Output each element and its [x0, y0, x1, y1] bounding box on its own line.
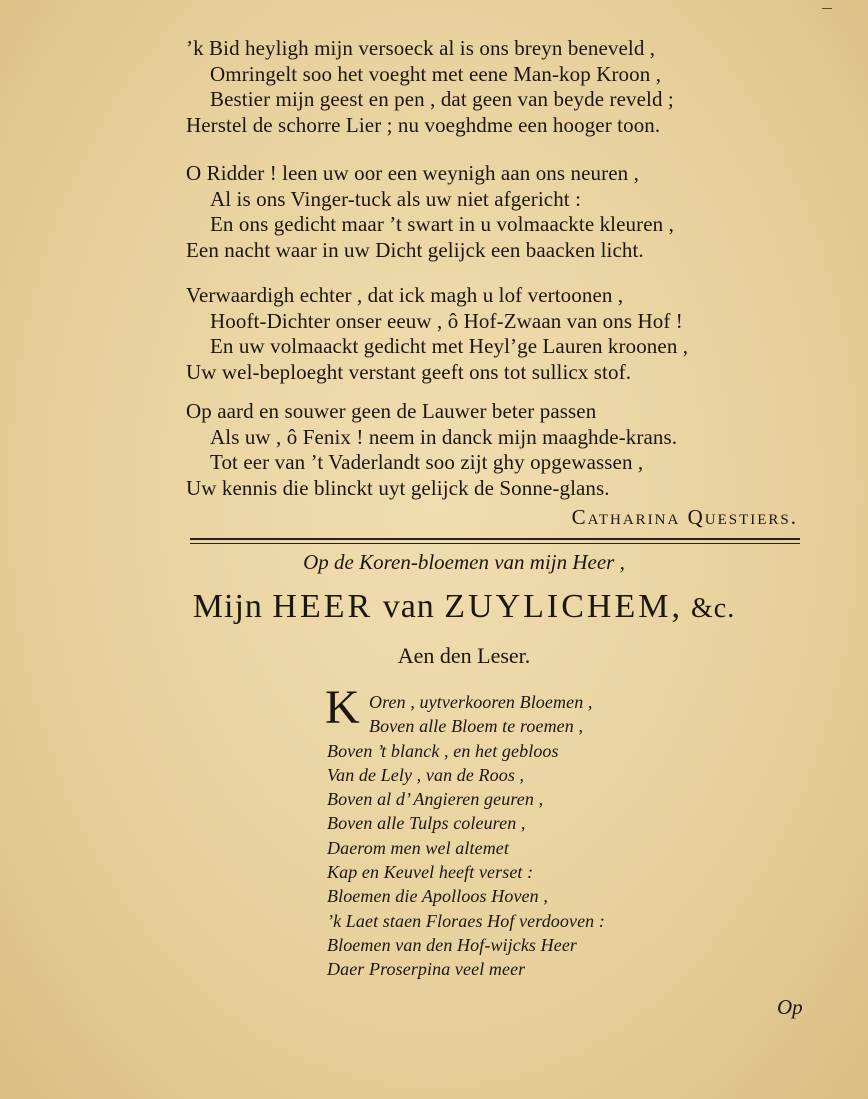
verse-line: Tot eer van ’t Vaderlandt soo zijt ghy opgewassen ,: [210, 450, 644, 474]
verse-line: Verwaardigh echter , dat ick magh u lof vertoonen ,: [186, 283, 624, 307]
catchword: Op: [777, 995, 803, 1019]
verse-line: Bloemen die Apolloos Hoven ,: [327, 886, 548, 907]
title-part: van: [373, 588, 445, 625]
verse-line: ’k Laet staen Floraes Hof verdooven :: [327, 910, 605, 931]
verse-line: Uw wel-beploeght verstant geeft ons tot sullicx stof.: [186, 359, 632, 384]
verse-line: Omringelt soo het voeght met eene Man-kop Kroon ,: [210, 61, 662, 86]
verse-line: Boven al d’ Angieren geuren ,: [327, 789, 544, 810]
verse-line: Uw kennis die blinckt uyt gelijck de Sonne-glans.: [186, 475, 610, 500]
verse-line: Bestier mijn geest en pen , dat geen van beyde reveld ;: [210, 87, 674, 111]
verse-line: Op aard en souwer geen de Lauwer beter passen: [186, 399, 597, 423]
author-signature: Catharina Questiers.: [571, 505, 798, 529]
stanza-2: [186, 161, 826, 263]
verse-line: Boven alle Tulps coleuren ,: [327, 813, 526, 834]
poem-title: [0, 588, 868, 626]
verse-line: Van de Lely , van de Roos ,: [327, 764, 525, 785]
drop-cap: K: [325, 681, 360, 734]
divider-rule: [190, 538, 800, 540]
verse-line: Kap en Keuvel heeft verset :: [327, 862, 534, 883]
verse-line: Als uw , ô Fenix ! neem in danck mijn maaghde-krans.: [210, 424, 678, 449]
verse-line: Een nacht waar in uw Dicht gelijck een baacken licht.: [186, 237, 644, 262]
verse-line: Daer Proserpina veel meer: [327, 959, 526, 980]
poem-subtitle: Op de Koren-bloemen van mijn Heer ,: [303, 550, 625, 574]
verse-line: En ons gedicht maar ’t swart in u volmaackte kleuren ,: [210, 212, 674, 236]
stanza-1: [186, 36, 826, 138]
verse-line: Oren , uytverkooren Bloemen ,: [369, 692, 593, 712]
verse-line: Daerom men wel altemet: [327, 837, 509, 858]
verse-line: En uw volmaackt gedicht met Heyl’ge Lauren kroonen ,: [210, 334, 689, 358]
verse-line: Hooft-Dichter onser eeuw , ô Hof-Zwaan van ons Hof !: [210, 308, 683, 333]
stanza-3: [186, 283, 826, 385]
title-part: &c.: [682, 593, 736, 624]
stanza-4: [186, 399, 826, 501]
verse-line: Bloemen van den Hof-wijcks Heer: [327, 934, 578, 955]
verse-line: Boven ’t blanck , en het gebloos: [327, 740, 559, 761]
verse-line: Herstel de schorre Lier ; nu voeghdme een hooger toon.: [186, 112, 661, 137]
page-mark: [822, 8, 832, 9]
verse-line: ’k Bid heyligh mijn versoeck al is ons breyn beneveld ,: [186, 36, 656, 60]
poem-body: [325, 681, 605, 982]
divider-rule: [190, 543, 800, 544]
verse-line: O Ridder ! leen uw oor een weynigh aan ons neuren ,: [186, 161, 639, 185]
dedication-heading: Aen den Leser.: [397, 643, 531, 668]
title-part: ZUYLICHEM,: [444, 588, 683, 625]
verse-line: Al is ons Vinger-tuck als uw niet afgericht :: [210, 186, 582, 211]
title-part: HEER: [272, 588, 374, 625]
title-part: Mijn: [192, 588, 273, 625]
verse-line: Boven alle Bloem te roemen ,: [369, 716, 584, 737]
